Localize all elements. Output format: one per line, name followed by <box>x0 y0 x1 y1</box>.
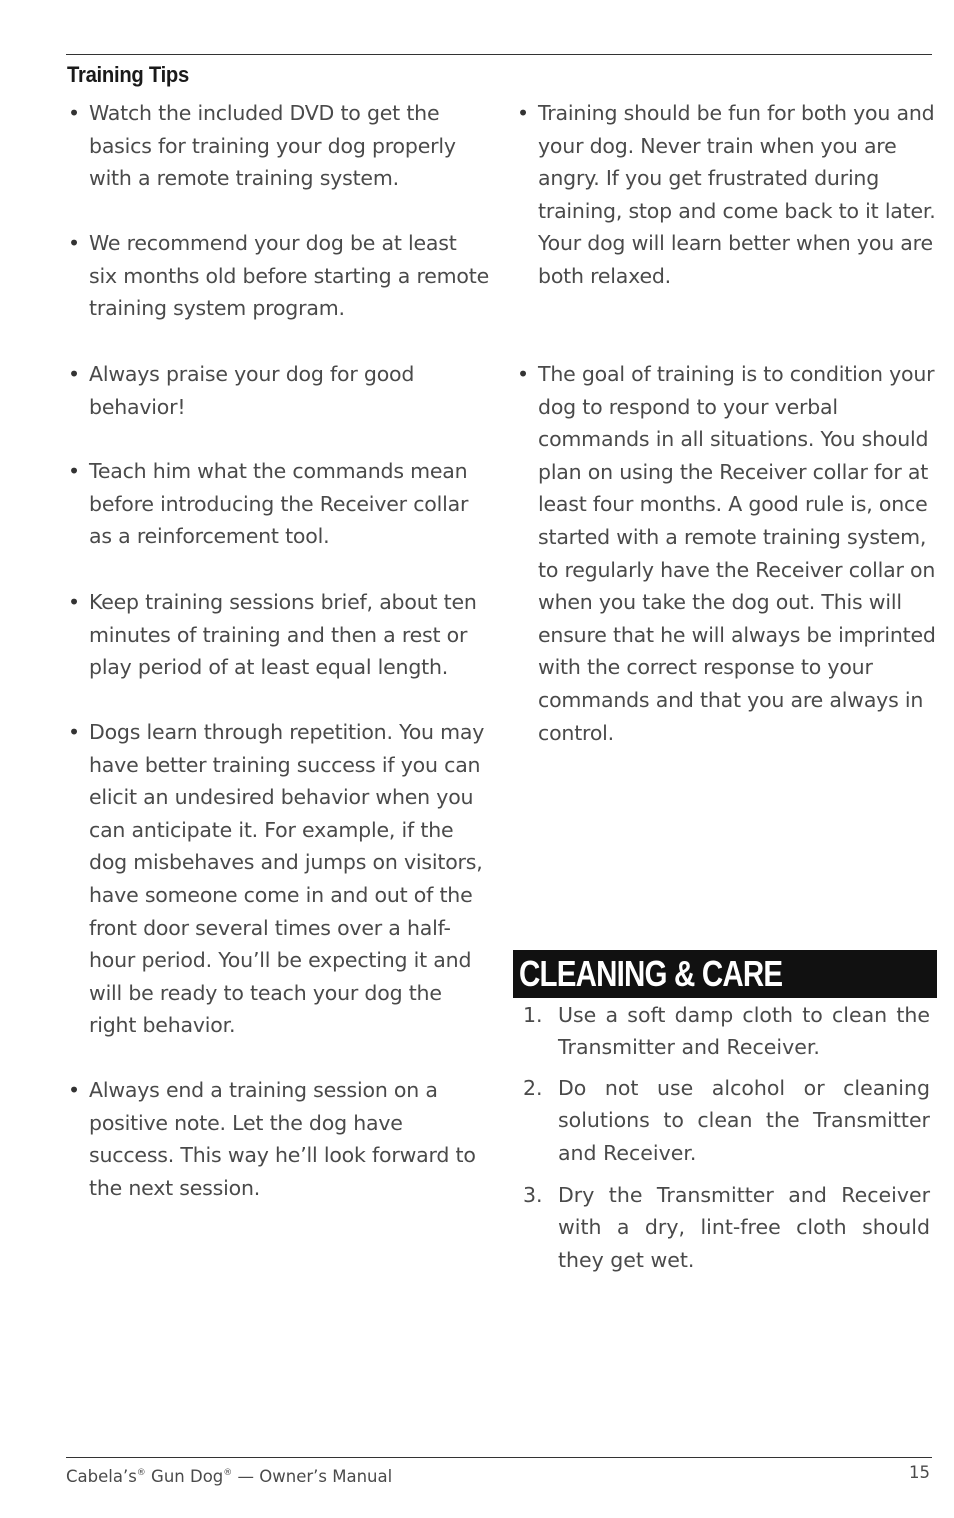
tip-item <box>68 716 489 1042</box>
footer-suffix: — Owner’s Manual <box>232 1467 393 1486</box>
bullet-icon: • <box>68 720 80 744</box>
page-number: 15 <box>909 1463 930 1482</box>
bottom-rule <box>66 1457 932 1458</box>
tip-text: Watch the included DVD to get the basics for training your dog properly with a remote training system. <box>89 101 456 191</box>
tip-item <box>68 97 489 195</box>
bullet-icon: • <box>517 101 529 125</box>
bullet-icon: • <box>517 362 529 386</box>
bullet-icon: • <box>68 590 80 614</box>
tip-item <box>68 227 490 325</box>
top-rule <box>66 54 932 55</box>
tip-item <box>68 586 489 684</box>
tip-item <box>68 455 489 553</box>
tip-text: Training should be fun for both you and your dog. Never train when you are angry. If you get frustrated during training, stop and come back to it later. Your dog will learn better when you are both relaxed. <box>538 101 936 288</box>
tip-text: We recommend your dog be at least six months old before starting a remote training system program. <box>89 231 490 321</box>
bullet-icon: • <box>68 1078 80 1102</box>
cleaning-care-title: CLEANING & CARE <box>519 953 783 994</box>
step-text: Do not use alcohol or cleaning solutions to clean the Transmitter and Receiver. <box>558 1076 930 1165</box>
bullet-icon: • <box>68 101 80 125</box>
footer-brand: Cabela’s <box>66 1467 137 1486</box>
tip-text: Teach him what the commands mean before introducing the Receiver collar as a reinforcement tool. <box>89 459 469 549</box>
tip-text: Keep training sessions brief, about ten minutes of training and then a rest or play period of at least equal length. <box>89 590 477 680</box>
tip-text: The goal of training is to condition your dog to respond to your verbal commands in all situations. You should plan on using the Receiver collar for at least four months. A good rule is, once started with a remote training system, to regularly have the Receiver collar on when you take the dog out. This will ensure that he will always be imprinted with the correct response to your commands and that you are always in control. <box>538 362 936 745</box>
tip-item <box>68 358 489 423</box>
care-step <box>523 1179 930 1276</box>
step-number: 1. <box>523 1003 543 1027</box>
care-step <box>523 999 930 1064</box>
step-text: Use a soft damp cloth to clean the Transmitter and Receiver. <box>558 1003 930 1060</box>
tip-text: Dogs learn through repetition. You may have better training success if you can elicit an undesired behavior when you can anticipate it. For example, if the dog misbehaves and jumps on visitors, have someone come in and out of the front door several times over a half-hour period. You’ll be expecting it and will be ready to teach your dog the right behavior. <box>89 720 485 1038</box>
registered-mark: ® <box>136 1468 146 1478</box>
bullet-icon: • <box>68 459 80 483</box>
cleaning-care-banner <box>513 950 937 998</box>
step-text: Dry the Transmitter and Receiver with a dry, lint-free cloth should they get wet. <box>558 1183 930 1272</box>
section-heading: Training Tips <box>67 62 190 87</box>
step-number: 3. <box>523 1183 543 1207</box>
tip-item <box>68 1074 489 1204</box>
bullet-icon: • <box>68 362 80 386</box>
tip-text: Always praise your dog for good behavior! <box>89 362 415 419</box>
step-number: 2. <box>523 1076 543 1100</box>
tip-text: Always end a training session on a positive note. Let the dog have success. This way he’ll look forward to the next session. <box>89 1078 476 1200</box>
footer-product: Gun Dog <box>145 1467 224 1486</box>
bullet-icon: • <box>68 231 80 255</box>
care-step <box>523 1072 930 1169</box>
registered-mark: ® <box>223 1468 233 1478</box>
footer-title <box>66 1462 392 1488</box>
tip-item <box>517 358 936 749</box>
tip-item <box>517 97 936 293</box>
